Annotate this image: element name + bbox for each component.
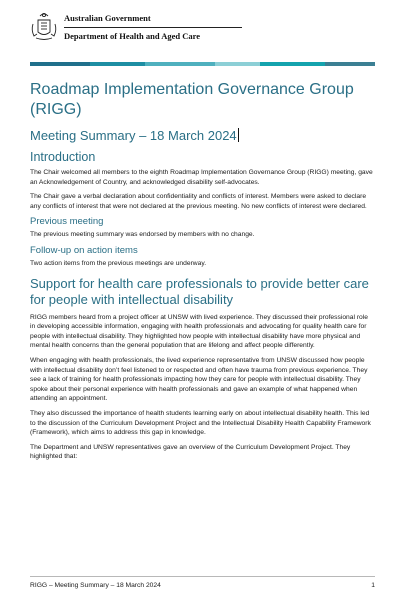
coat-of-arms-icon xyxy=(30,10,58,44)
heading-support: Support for health care professionals to provide better care for people with intellectual disability xyxy=(30,275,369,307)
page-footer xyxy=(30,576,375,589)
page-number: 1 xyxy=(371,582,375,589)
text-cursor xyxy=(238,128,239,142)
document-subtitle[interactable]: Meeting Summary – 18 March 2024 xyxy=(30,128,237,143)
department-name: Department of Health and Aged Care xyxy=(64,31,201,41)
government-header xyxy=(64,13,242,41)
heading-previous-meeting: Previous meeting xyxy=(30,216,104,228)
color-band xyxy=(30,62,375,66)
paragraph: RIGG members heard from a project officer at UNSW with lived experience. They discussed their professional role in developing accessible information, engaging with health professionals and advocating for quality health care for people with intellectual disability. They highlighted how people with intellectual disability have more physical and mental health concerns than the general population that are lifelong and affect people differently. xyxy=(30,313,368,350)
footer-label: RIGG – Meeting Summary – 18 March 2024 xyxy=(30,582,161,589)
color-band-segment xyxy=(145,62,215,66)
paragraph: The Department and UNSW representatives gave an overview of the Curriculum Development Project. They highlighted that: xyxy=(30,443,351,461)
color-band-segment xyxy=(30,62,90,66)
color-band-segment xyxy=(215,62,260,66)
paragraph: When engaging with health professionals, the lived experience representative from UNSW discussed how people with intellectual disability don’t feel listened to or respected and often have trauma from previous experience. They see a lack of training for health professionals impacting how they care for people with intellectual disability. They spoke about their personal experience with health professionals and gave an example of what happened when attending an appointment. xyxy=(30,356,368,403)
color-band-segment xyxy=(325,62,375,66)
paragraph: The previous meeting summary was endorsed by members with no change. xyxy=(30,231,255,239)
heading-follow-up: Follow-up on action items xyxy=(30,244,138,256)
org-name: Australian Government xyxy=(64,13,151,23)
heading-introduction: Introduction xyxy=(30,150,96,164)
document-body xyxy=(30,80,375,467)
footer-divider xyxy=(30,576,375,577)
paragraph: The Chair welcomed all members to the eighth Roadmap Implementation Governance Group (RIGG) meeting, gave an Acknowledgement of Country, and acknowledged disability self-advocates. xyxy=(30,169,373,186)
header-divider xyxy=(64,27,242,28)
paragraph: They also discussed the importance of health students learning early on about intellectual disability health. This led to the discussion of the Curriculum Development Project and the Intellectual Disability Health Capability Framework (Framework), which aims to address this gap in knowledge. xyxy=(30,409,371,437)
paragraph: The Chair gave a verbal declaration about confidentiality and conflicts of interest. Members were asked to declare any conflicts of interest that were not declared at the previous meeting. No new conflicts of interest were declared. xyxy=(30,193,367,210)
document-title: Roadmap Implementation Governance Group (RIGG) xyxy=(30,81,354,118)
paragraph: Two action items from the previous meetings are underway. xyxy=(30,259,207,267)
color-band-segment xyxy=(90,62,145,66)
color-band-segment xyxy=(260,62,325,66)
